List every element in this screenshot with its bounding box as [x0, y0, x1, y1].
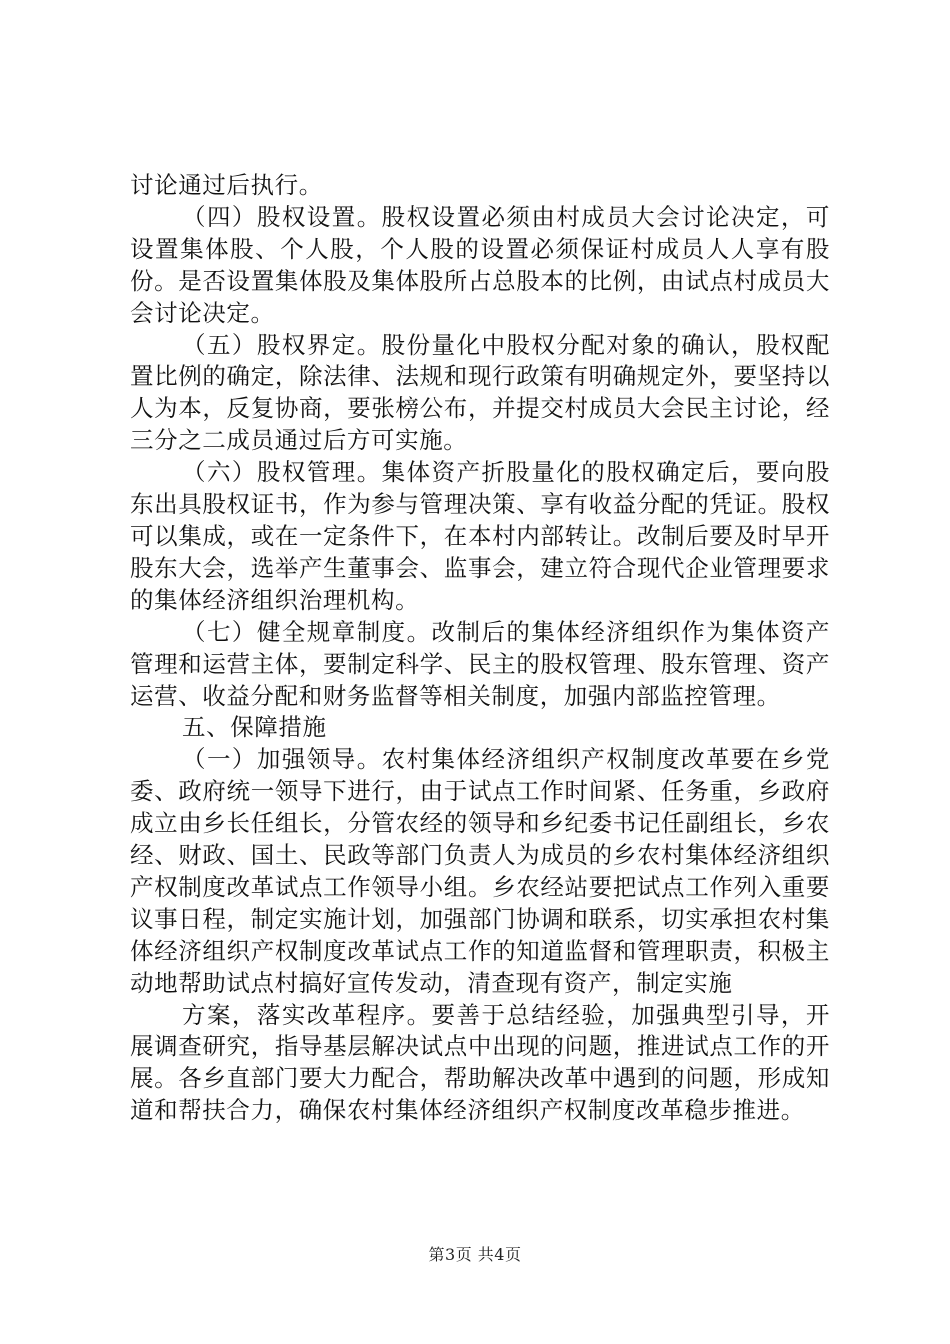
paragraph-equity-definition: （五）股权界定。股份量化中股权分配对象的确认，股权配置比例的确定，除法律、法规和现行政策有明确规定外，要坚持以人为本，反复协商，要张榜公布，并提交村成员大会民主讨论，经三分之二成员通过后方可实施。 [130, 330, 830, 455]
paragraph-implementation: 方案，落实改革程序。要善于总结经验，加强典型引导，开展调查研究，指导基层解决试点中出现的问题，推进试点工作的开展。各乡直部门要大力配合，帮助解决改革中遇到的问题，形成知道和帮扶合力，确保农村集体经济组织产权制度改革稳步推进。 [130, 1000, 830, 1125]
paragraph-leadership: （一）加强领导。农村集体经济组织产权制度改革要在乡党委、政府统一领导下进行，由于试点工作时间紧、任务重，乡政府成立由乡长任组长，分管农经的领导和乡纪委书记任副组长，乡农经、财政、国土、民政等部门负责人为成员的乡农村集体经济组织产权制度改革试点工作领导小组。乡农经站要把试点工作列入重要议事日程，制定实施计划，加强部门协调和联系，切实承担农村集体经济组织产权制度改革试点工作的知道监督和管理职责，积极主动地帮助试点村搞好宣传发动，清查现有资产，制定实施 [130, 745, 830, 997]
document-body [130, 170, 830, 1127]
page-footer: 第3页 共4页 [428, 1245, 522, 1264]
paragraph-rules-system: （七）健全规章制度。改制后的集体经济组织作为集体资产管理和运营主体，要制定科学、民主的股权管理、股东管理、资产运营、收益分配和财务监督等相关制度，加强内部监控管理。 [130, 617, 830, 710]
paragraph-continuation: 讨论通过后执行。 [130, 171, 323, 199]
paragraph-equity-management: （六）股权管理。集体资产折股量化的股权确定后，要向股东出具股权证书，作为参与管理决策、享有收益分配的凭证。股权可以集成，或在一定条件下，在本村内部转让。改制后要及时早开股东大会，选举产生董事会、监事会，建立符合现代企业管理要求的集体经济组织治理机构。 [130, 458, 830, 614]
paragraph-equity-setup: （四）股权设置。股权设置必须由村成员大会讨论决定，可设置集体股、个人股，个人股的设置必须保证村成员人人享有股份。是否设置集体股及集体股所占总股本的比例，由试点村成员大会讨论决定。 [130, 202, 830, 327]
section-heading-safeguards: 五、保障措施 [182, 713, 327, 742]
